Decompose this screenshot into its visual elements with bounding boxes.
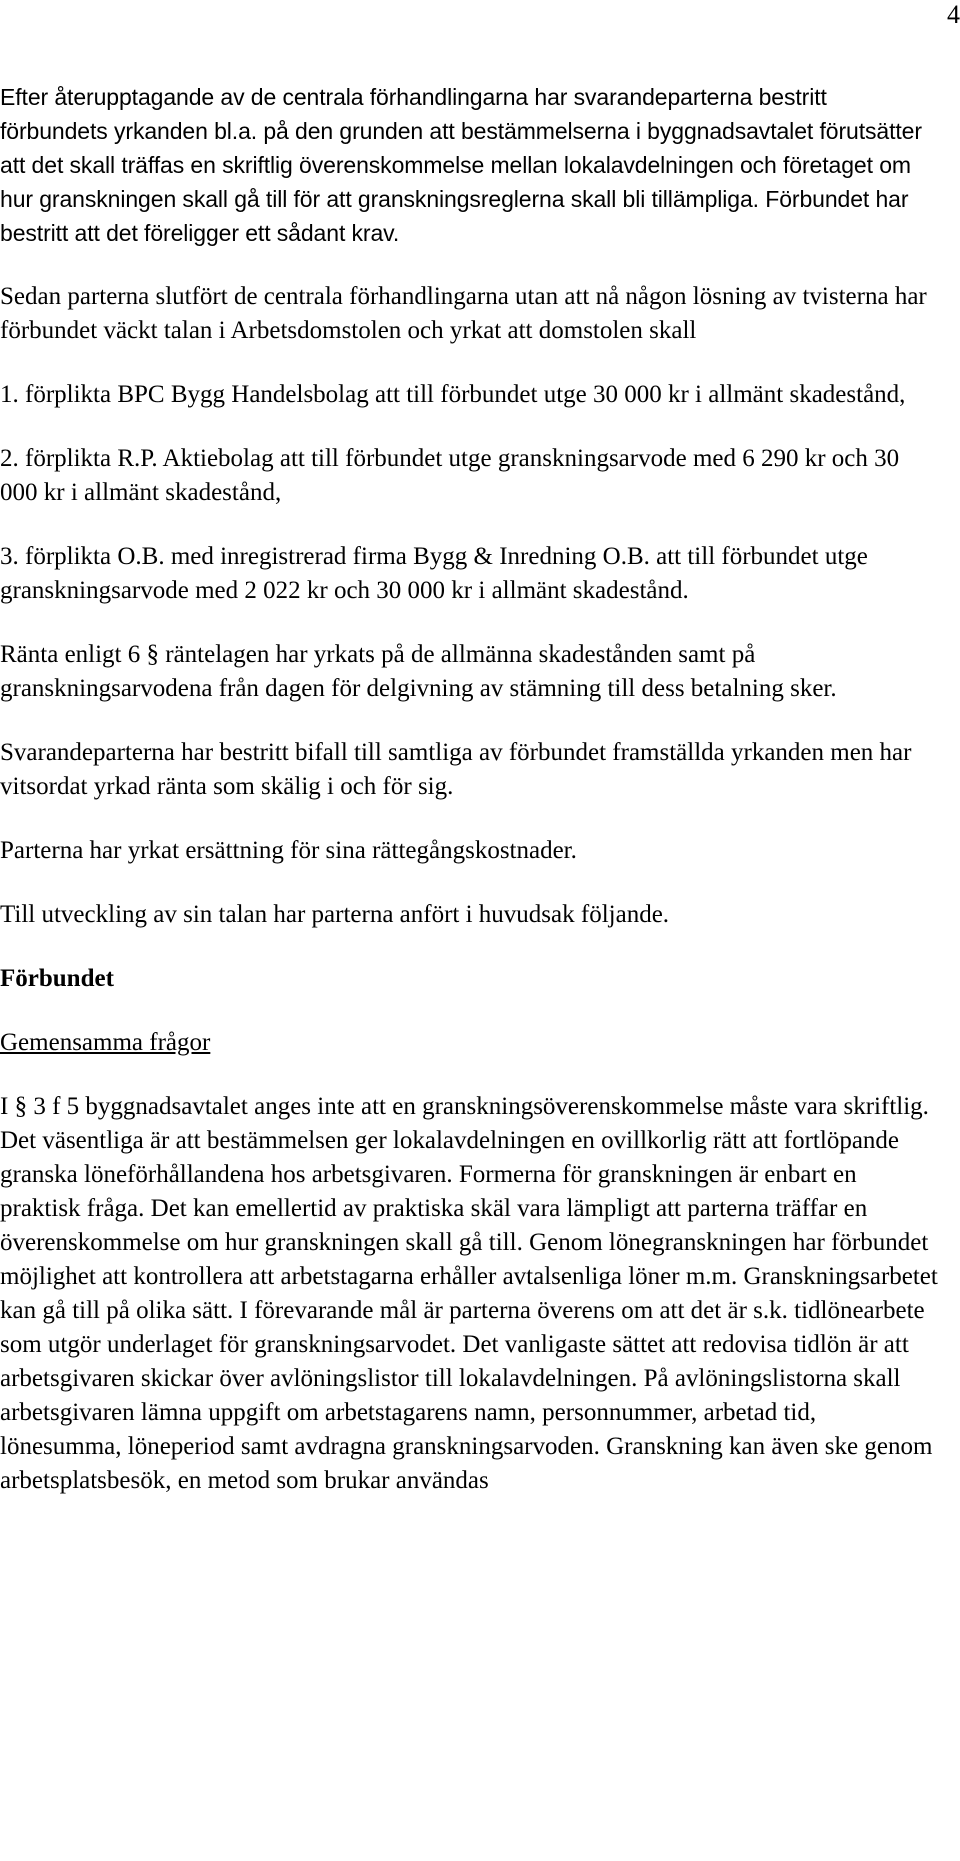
claim-item-1: 1. förplikta BPC Bygg Handelsbolag att till förbundet utge 30 000 kr i allmänt skadestånd, — [0, 381, 906, 408]
paragraph-intro: Till utveckling av sin talan har parterna anfört i huvudsak följande. — [0, 901, 670, 928]
claim-item-2: 2. förplikta R.P. Aktiebolag att till förbundet utge granskningsarvode med 6 290 kr och 30 000 kr i allmänt skadestånd, — [0, 445, 900, 506]
claim-item-3: 3. förplikta O.B. med inregistrerad firma Bygg & Inredning O.B. att till förbundet utge granskningsarvode med 2 022 kr och 30 000 kr i allmänt skadestånd. — [0, 543, 868, 604]
page-number: 4 — [947, 0, 960, 29]
paragraph-body: I § 3 f 5 byggnadsavtalet anges inte att en granskningsöverenskommelse måste vara skriftlig. Det väsentliga är att bestämmelsen ger lokalavdelningen en ovillkorlig rätt att fortlöpande granska löneförhållandena hos arbetsgivaren. Formerna för granskningen är enbart en praktisk fråga. Det kan emellertid av praktiska skäl vara lämpligt att parterna träffar en överenskommelse om hur granskningen skall gå till. Genom lönegranskningen har förbundet möjlighet att kontrollera att arbetstagarna erhåller avtalsenliga löner m.m. Granskningsarbetet kan gå till på olika sätt. I förevarande mål är parterna överens om att det är s.k. tidlönearbete som utgör underlaget för granskningsarvodet. Det vanligaste sättet att redovisa tidlön är att arbetsgivaren skickar över avlöningslistor till lokalavdelningen. På avlöningslistorna skall arbetsgivaren lämna uppgift om arbetstagarens namn, personnummer, arbetad tid, lönesumma, löneperiod samt avdragna granskningsarvoden. Granskning kan även ske genom arbetsplatsbesök, en metod som brukar användas — [0, 1093, 938, 1494]
paragraph-interest: Ränta enligt 6 § räntelagen har yrkats på de allmänna skadestånden samt på granskningsarvodena från dagen för delgivning av stämning till dess betalning sker. — [0, 641, 837, 702]
paragraph-costs: Parterna har yrkat ersättning för sina rättegångskostnader. — [0, 837, 577, 864]
paragraph-response: Svarandeparterna har bestritt bifall till samtliga av förbundet framställda yrkanden men har vitsordat yrkad ränta som skälig i och för sig. — [0, 739, 912, 800]
document-body — [0, 80, 940, 1528]
paragraph-2: Sedan parterna slutfört de centrala förhandlingarna utan att nå någon lösning av tvisterna har förbundet väckt talan i Arbetsdomstolen och yrkat att domstolen skall — [0, 283, 927, 344]
paragraph-1: Efter återupptagande av de centrala förhandlingarna har svarandeparterna bestritt förbundets yrkanden bl.a. på den grunden att bestämmelserna i byggnadsavtalet förutsätter att det skall träffas en skriftlig överenskommelse mellan lokalavdelningen och företaget om hur granskningen skall gå till för att granskningsreglerna skall bli tillämpliga. Förbundet har bestritt att det föreligger ett sådant krav. — [0, 84, 922, 246]
subsection-heading: Gemensamma frågor — [0, 1029, 211, 1056]
section-heading: Förbundet — [0, 965, 114, 992]
